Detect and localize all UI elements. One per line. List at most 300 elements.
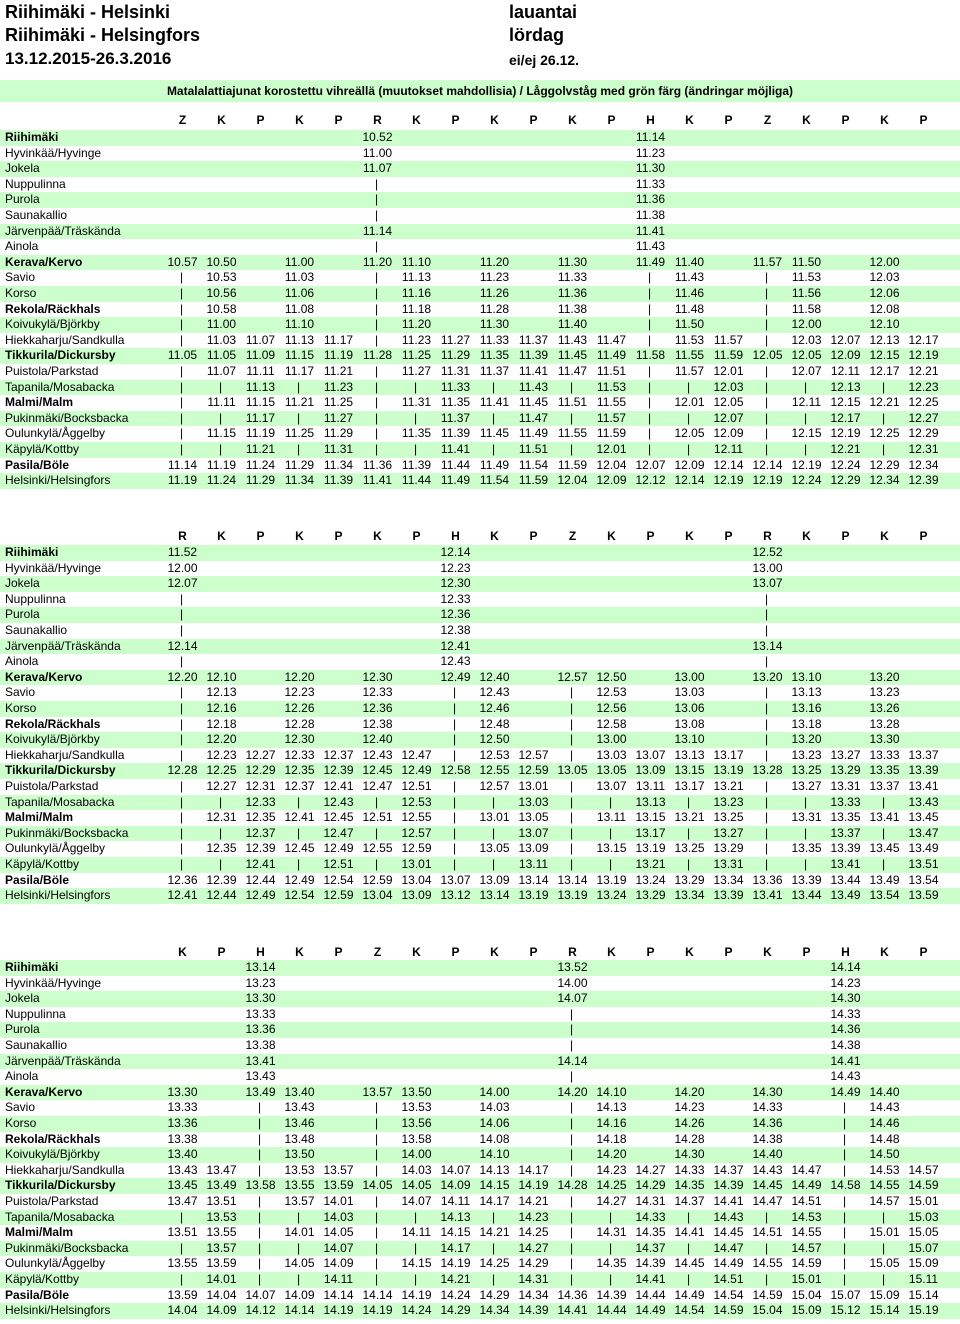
pass-through-mark: | [765,332,769,347]
departure-time: 11.27 [401,364,432,378]
departure-time: 12.09 [830,348,861,363]
departure-time: 11.03 [284,270,315,285]
departure-time: 13.39 [791,872,822,887]
departure-time: 12.19 [791,457,822,472]
train-type: K [178,945,187,959]
departure-time: 12.14 [674,473,705,488]
train-type: P [529,945,538,959]
pass-through-mark: | [258,1225,262,1240]
departure-time: 13.41 [869,810,900,825]
departure-time: 13.55 [284,1178,315,1193]
departure-time: 12.14 [440,545,471,559]
departure-time: 10.50 [206,254,237,269]
departure-time: 14.20 [674,1084,705,1099]
departure-time: 14.35 [596,1256,627,1271]
departure-time: 12.34 [869,473,900,488]
departure-time: 14.57 [869,1194,900,1208]
departure-time: 13.36 [167,1116,198,1130]
departure-time: 12.25 [869,426,900,441]
departure-time: 12.15 [791,426,822,441]
departure-time: 12.44 [206,888,237,903]
departure-time: 14.41 [635,1272,666,1286]
train-type: K [295,529,304,543]
departure-time: 13.20 [791,732,822,747]
departure-time: 12.29 [869,457,900,472]
departure-time: 12.43 [323,794,354,809]
train-type: R [568,945,577,959]
departure-time: 13.57 [206,1240,237,1255]
train-type: P [256,529,265,543]
departure-time: 13.30 [245,991,276,1006]
pass-through-mark: | [180,794,184,809]
departure-time: 14.38 [752,1131,783,1146]
station-name: Koivukylä/Björkby [5,1147,100,1162]
station-name: Purola [5,192,40,207]
departure-time: 12.14 [752,457,783,472]
pass-through-mark: | [180,591,184,606]
departure-time: 13.44 [830,872,861,887]
departure-time: 13.35 [791,841,822,856]
departure-time: 12.58 [596,716,627,731]
departure-time: 12.37 [323,747,354,762]
station-name: Järvenpää/Träskända [5,1053,121,1068]
low-floor-banner: Matalalattiajunat korostettu vihreällä (muutokset mahdollisia) / Låggolvståg med grön färg (ändringar möjliga) [0,80,960,102]
departure-time: 14.55 [752,1256,783,1271]
table-row [0,348,960,364]
table-row [0,255,960,271]
departure-time: 13.14 [245,960,276,974]
departure-time: 12.59 [362,872,393,887]
departure-time: 12.28 [284,716,315,731]
pass-through-mark: | [375,857,379,871]
departure-time: 11.21 [284,395,315,410]
departure-time: 12.13 [830,379,861,394]
departure-time: 11.54 [518,457,549,472]
departure-time: 11.44 [401,473,432,488]
station-name: Koivukylä/Björkby [5,317,100,332]
departure-time: 14.55 [791,1225,822,1240]
departure-time: 13.01 [479,810,510,825]
departure-time: 11.50 [674,317,705,332]
pass-through-mark: | [609,1272,613,1286]
departure-time: 13.39 [830,841,861,856]
departure-time: 12.30 [440,576,471,591]
departure-time: 12.35 [245,810,276,825]
station-name: Kerava/Kervo [5,669,83,684]
departure-time: 12.05 [713,395,744,410]
departure-time: 13.39 [713,888,744,903]
departure-time: 15.09 [791,1303,822,1318]
departure-time: 11.33 [635,176,666,191]
train-type: P [919,945,928,959]
pass-through-mark: | [804,442,808,456]
pass-through-mark: | [375,426,379,441]
departure-time: 11.06 [284,286,315,300]
train-type: H [256,945,265,959]
departure-time: 14.29 [518,1256,549,1271]
departure-time: 11.33 [557,270,588,285]
table-row [0,841,960,857]
departure-time: 13.07 [596,779,627,793]
departure-time: 11.15 [284,348,315,363]
pass-through-mark: | [648,286,652,300]
departure-time: 15.19 [908,1303,939,1318]
station-name: Järvenpää/Träskända [5,638,121,653]
departure-time: 14.05 [401,1178,432,1193]
station-name: Käpylä/Kottby [5,857,80,871]
departure-time: 14.24 [440,1287,471,1302]
departure-time: 15.03 [908,1209,939,1224]
departure-time: 13.19 [596,872,627,887]
departure-time: 11.03 [206,332,237,347]
departure-time: 14.37 [635,1240,666,1255]
departure-time: 13.48 [284,1131,315,1146]
departure-time: 12.10 [869,317,900,332]
departure-time: 12.00 [791,317,822,332]
pass-through-mark: | [219,794,223,809]
departure-time: 12.26 [284,701,315,715]
departure-time: 11.34 [284,473,315,488]
departure-time: 14.31 [518,1272,549,1286]
train-type: Z [178,113,187,127]
departure-time: 13.14 [518,872,549,887]
station-name: Pasila/Böle [5,457,70,472]
departure-time: 13.19 [557,888,588,903]
departure-time: 13.49 [869,872,900,887]
pass-through-mark: | [687,410,691,425]
departure-time: 14.53 [869,1162,900,1177]
table-row [0,991,960,1007]
departure-time: 12.58 [440,763,471,778]
departure-time: 11.07 [362,161,393,176]
departure-time: 13.24 [596,888,627,903]
departure-time: 12.19 [752,473,783,488]
departure-time: 14.40 [752,1147,783,1162]
table-row [0,1022,960,1038]
departure-time: 12.50 [596,669,627,684]
pass-through-mark: | [687,1272,691,1286]
departure-time: 14.36 [830,1022,861,1037]
departure-time: 14.31 [596,1225,627,1240]
departure-time: 15.09 [869,1287,900,1302]
departure-time: 11.45 [518,395,549,410]
station-name: Hyvinkää/Hyvinge [5,145,102,160]
departure-time: 12.41 [167,888,198,903]
station-name: Pasila/Böle [5,872,70,887]
departure-time: 14.34 [518,1287,549,1302]
departure-time: 11.56 [791,286,822,300]
departure-time: 14.19 [362,1303,393,1318]
pass-through-mark: | [492,442,496,456]
train-type: P [724,529,733,543]
pass-through-mark: | [180,779,184,793]
train-type: P [334,113,343,127]
pass-through-mark: | [453,841,457,856]
pass-through-mark: | [258,1272,262,1286]
station-name: Nuppulinna [5,591,66,606]
departure-time: 14.51 [752,1225,783,1240]
pass-through-mark: | [453,732,457,747]
departure-time: 13.43 [245,1069,276,1084]
departure-time: 14.47 [713,1240,744,1255]
departure-time: 12.04 [557,473,588,488]
departure-time: 11.51 [557,395,588,410]
departure-time: 11.45 [479,426,510,441]
departure-time: 13.28 [752,763,783,778]
day-sv: lördag [509,25,565,45]
pass-through-mark: | [180,607,184,622]
departure-time: 14.38 [830,1038,861,1052]
pass-through-mark: | [648,426,652,441]
departure-time: 12.23 [440,560,471,575]
departure-time: 13.30 [869,732,900,747]
departure-time: 13.55 [167,1256,198,1271]
departure-time: 13.57 [323,1162,354,1177]
train-type: R [763,529,772,543]
departure-time: 13.52 [557,960,588,974]
departure-time: 14.54 [674,1303,705,1318]
pass-through-mark: | [765,1240,769,1255]
departure-time: 14.41 [557,1303,588,1318]
table-row [0,561,960,577]
departure-time: 13.19 [713,763,744,778]
departure-time: 11.47 [518,410,549,425]
departure-time: 13.07 [518,825,549,840]
station-name: Malmi/Malm [5,395,74,410]
pass-through-mark: | [375,332,379,347]
departure-time: 11.13 [284,332,315,347]
table-row [0,161,960,177]
departure-time: 11.31 [440,364,471,378]
departure-time: 12.21 [908,364,939,378]
departure-time: 10.53 [206,270,237,285]
departure-time: 13.33 [830,794,861,809]
departure-time: 11.49 [596,348,627,363]
pass-through-mark: | [258,1147,262,1162]
departure-time: 11.41 [635,223,666,238]
pass-through-mark: | [765,364,769,378]
station-name: Nuppulinna [5,176,66,191]
pass-through-mark: | [765,779,769,793]
pass-through-mark: | [375,379,379,394]
station-name: Korso [5,1116,37,1130]
departure-time: 12.07 [713,410,744,425]
train-type: K [685,529,694,543]
pass-through-mark: | [258,1256,262,1271]
pass-through-mark: | [453,685,457,700]
departure-time: 14.13 [479,1162,510,1177]
departure-time: 13.13 [674,747,705,762]
departure-time: 12.19 [908,348,939,363]
departure-time: 14.43 [713,1209,744,1224]
departure-time: 11.25 [323,395,354,410]
station-name: Käpylä/Kottby [5,442,80,456]
departure-time: 11.39 [518,348,549,363]
departure-time: 13.49 [206,1178,237,1193]
departure-time: 12.11 [713,442,744,456]
pass-through-mark: | [297,442,301,456]
departure-time: 11.13 [401,270,432,285]
departure-time: 13.09 [401,888,432,903]
departure-time: 12.23 [206,747,237,762]
pass-through-mark: | [258,1162,262,1177]
departure-time: 13.58 [401,1131,432,1146]
station-name: Riihimäki [5,545,59,559]
station-name: Malmi/Malm [5,1225,74,1240]
departure-time: 12.51 [323,857,354,871]
station-name: Kerava/Kervo [5,1084,83,1099]
pass-through-mark: | [570,379,574,394]
departure-time: 11.37 [479,364,510,378]
departure-time: 14.41 [830,1053,861,1068]
table-row [0,654,960,670]
departure-time: 13.10 [791,669,822,684]
station-name: Ainola [5,654,39,669]
departure-time: 11.30 [557,254,588,269]
departure-time: 11.19 [206,457,237,472]
table-row [0,748,960,764]
departure-time: 14.54 [713,1287,744,1302]
departure-time: 13.33 [869,747,900,762]
station-name: Saunakallio [5,1038,68,1052]
departure-time: 14.19 [518,1178,549,1193]
departure-time: 13.56 [401,1116,432,1130]
pass-through-mark: | [180,701,184,715]
pass-through-mark: | [375,317,379,332]
table-row [0,1178,960,1194]
departure-time: 11.45 [557,348,588,363]
departure-time: 11.58 [791,301,822,316]
pass-through-mark: | [765,317,769,332]
departure-time: 14.10 [479,1147,510,1162]
departure-time: 13.59 [167,1287,198,1302]
departure-time: 11.35 [479,348,510,363]
departure-time: 14.01 [206,1272,237,1286]
departure-time: 14.14 [557,1053,588,1068]
pass-through-mark: | [219,825,223,840]
pass-through-mark: | [687,857,691,871]
departure-time: 13.55 [206,1225,237,1240]
train-type: P [724,113,733,127]
departure-time: 11.17 [245,410,276,425]
departure-time: 12.17 [869,364,900,378]
pass-through-mark: | [180,379,184,394]
departure-time: 12.09 [674,457,705,472]
pass-through-mark: | [570,1194,574,1208]
departure-time: 14.05 [323,1225,354,1240]
departure-time: 13.31 [830,779,861,793]
departure-time: 13.53 [284,1162,315,1177]
departure-time: 13.11 [635,779,666,793]
departure-time: 13.59 [908,888,939,903]
table-row [0,177,960,193]
station-name: Riihimäki [5,960,59,974]
departure-time: 13.51 [167,1225,198,1240]
departure-time: 11.23 [323,379,354,394]
pass-through-mark: | [219,857,223,871]
departure-time: 12.03 [791,332,822,347]
pass-through-mark: | [687,825,691,840]
station-name: Tapanila/Mosabacka [5,379,115,394]
station-name: Rekola/Räckhals [5,1131,101,1146]
departure-time: 13.51 [908,857,939,871]
pass-through-mark: | [375,1131,379,1146]
pass-through-mark: | [492,794,496,809]
departure-time: 13.54 [869,888,900,903]
departure-time: 13.27 [713,825,744,840]
pass-through-mark: | [882,410,886,425]
departure-time: 14.04 [167,1303,198,1318]
departure-time: 12.31 [908,442,939,456]
departure-time: 14.28 [674,1131,705,1146]
departure-time: 14.19 [440,1256,471,1271]
departure-time: 12.08 [869,301,900,316]
departure-time: 13.03 [674,685,705,700]
departure-time: 12.37 [245,825,276,840]
departure-time: 13.40 [284,1084,315,1099]
pass-through-mark: | [375,395,379,410]
departure-time: 12.07 [635,457,666,472]
station-name: Savio [5,685,36,700]
departure-time: 13.05 [479,841,510,856]
departure-time: 11.36 [635,192,666,207]
departure-time: 14.33 [635,1209,666,1224]
departure-time: 14.57 [791,1240,822,1255]
pass-through-mark: | [882,857,886,871]
departure-time: 14.11 [323,1272,354,1286]
table-row [0,317,960,333]
departure-time: 12.39 [245,841,276,856]
table-row [0,888,960,904]
departure-time: 12.43 [440,654,471,669]
pass-through-mark: | [375,1272,379,1286]
pass-through-mark: | [180,654,184,669]
exception-note: ei/ej 26.12. [509,52,580,68]
table-row [0,607,960,623]
departure-time: 13.33 [245,1006,276,1021]
table-row [0,473,960,489]
departure-time: 12.30 [284,732,315,747]
pass-through-mark: | [180,286,184,300]
departure-time: 13.38 [167,1131,198,1146]
table-row [0,130,960,146]
train-type: K [373,529,382,543]
departure-time: 13.38 [245,1038,276,1052]
pass-through-mark: | [570,1272,574,1286]
departure-time: 11.23 [401,332,432,347]
departure-time: 12.39 [206,872,237,887]
pass-through-mark: | [765,810,769,825]
pass-through-mark: | [180,301,184,316]
departure-time: 12.29 [908,426,939,441]
station-name: Pasila/Böle [5,1287,70,1302]
pass-through-mark: | [453,810,457,825]
pass-through-mark: | [219,410,223,425]
station-name: Pukinmäki/Bocksbacka [5,410,129,425]
departure-time: 12.09 [713,426,744,441]
departure-time: 13.28 [869,716,900,731]
departure-time: 12.38 [362,716,393,731]
pass-through-mark: | [297,857,301,871]
pass-through-mark: | [297,1272,301,1286]
train-type-header [0,113,960,129]
departure-time: 13.03 [596,747,627,762]
departure-time: 11.40 [674,254,705,269]
departure-time: 11.47 [557,364,588,378]
pass-through-mark: | [609,857,613,871]
departure-time: 12.51 [401,779,432,793]
train-type: P [724,945,733,959]
